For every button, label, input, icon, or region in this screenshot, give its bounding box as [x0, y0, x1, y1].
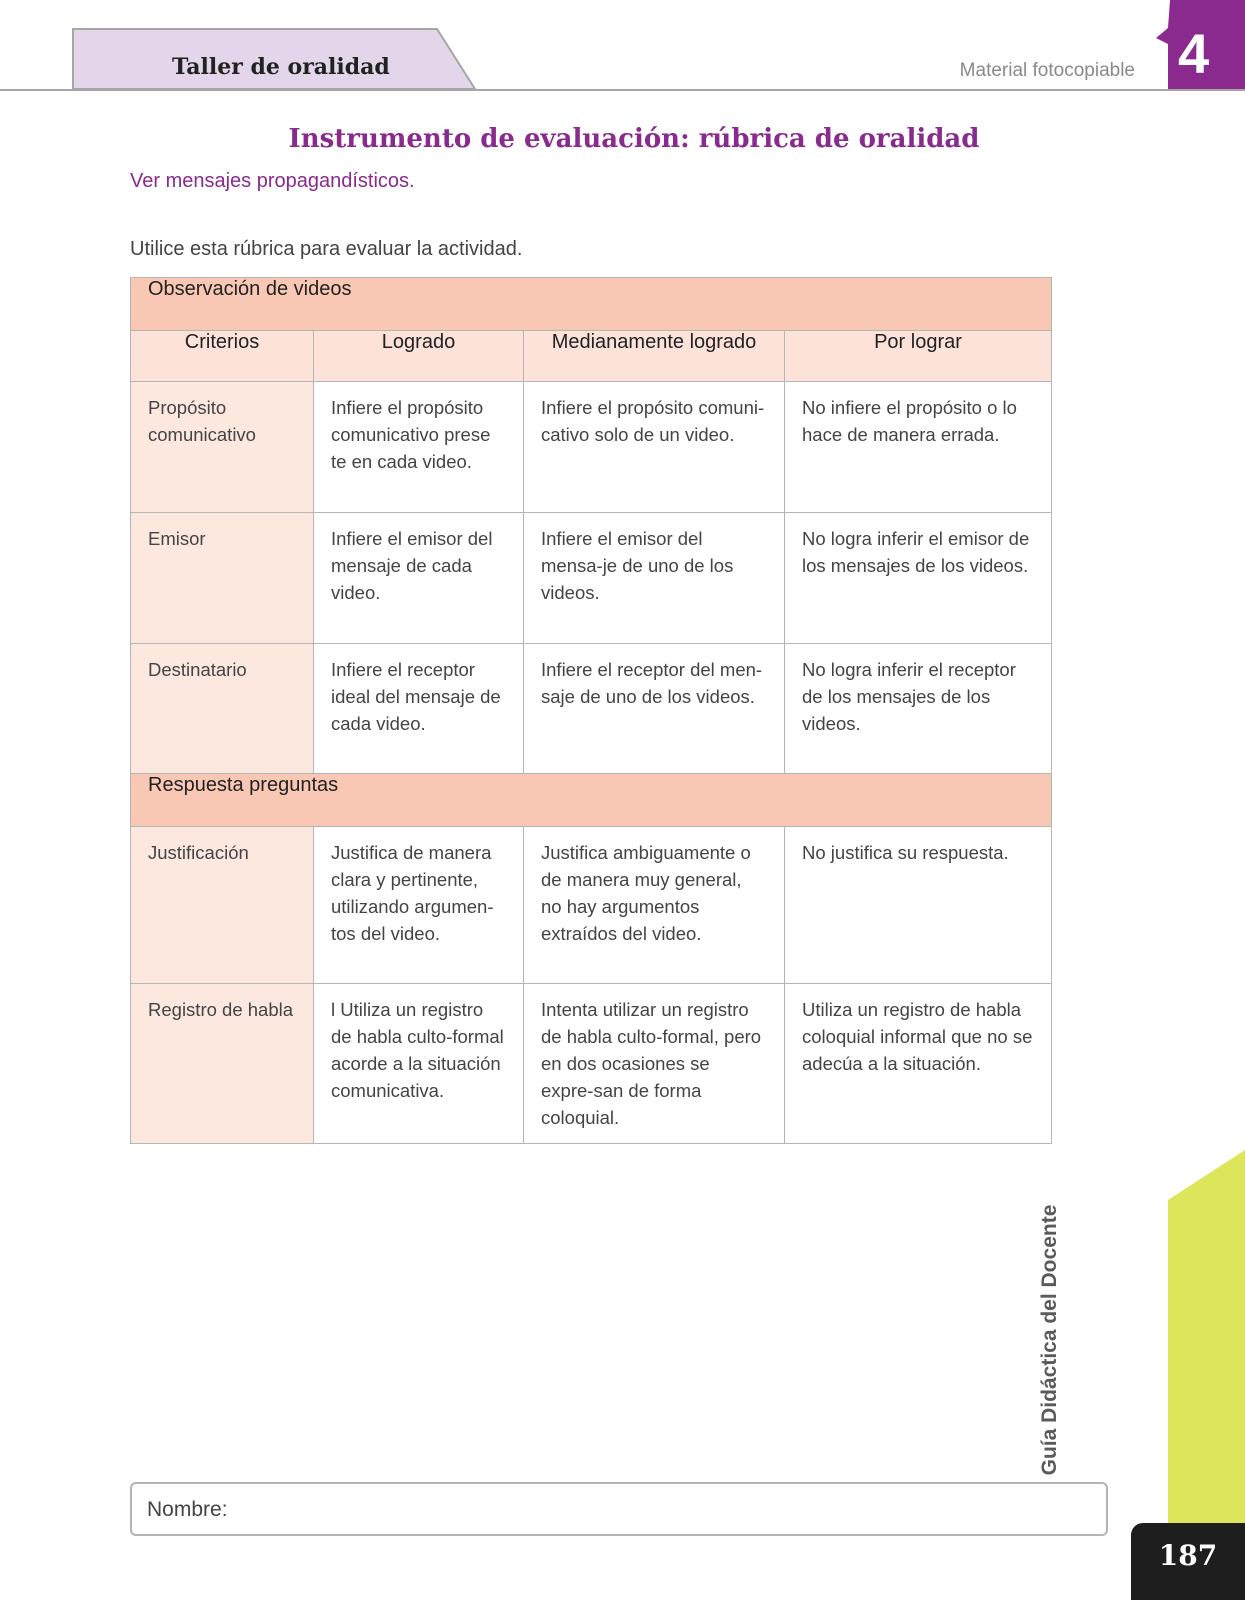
table-cell: Intenta utilizar un registro de habla culto-formal, pero en dos ocasiones se expre-san de forma coloquial.: [524, 984, 785, 1144]
table-cell: No logra inferir el receptor de los mensajes de los videos.: [785, 644, 1052, 774]
table-cell: No logra inferir el emisor de los mensajes de los videos.: [785, 513, 1052, 644]
table-row: [131, 984, 1052, 1144]
side-tab-shape: [1168, 1150, 1245, 1525]
table-cell: No infiere el propósito o lo hace de manera errada.: [785, 382, 1052, 513]
criterion-cell: Destinatario: [131, 644, 314, 774]
column-header-criterios: Criterios: [131, 331, 314, 382]
intro-text: Utilice esta rúbrica para evaluar la actividad.: [130, 238, 523, 260]
criterion-cell: Registro de habla: [131, 984, 314, 1144]
table-cell: Infiere el propósito comuni-cativo solo de un video.: [524, 382, 785, 513]
page-number-box: [1131, 1523, 1245, 1600]
table-cell: No justifica su respuesta.: [785, 827, 1052, 984]
page-title: Instrumento de evaluación: rúbrica de oralidad: [288, 124, 980, 154]
table-cell: Infiere el emisor del mensaje de cada video.: [314, 513, 524, 644]
column-header-por-lograr: Por lograr: [785, 331, 1052, 382]
table-cell: Infiere el receptor ideal del mensaje de cada video.: [314, 644, 524, 774]
section-header-preguntas: Respuesta preguntas: [131, 774, 1052, 827]
table-cell: Utiliza un registro de habla coloquial informal que no se adecúa a la situación.: [785, 984, 1052, 1144]
table-row: [131, 644, 1052, 774]
column-header-row: [131, 331, 1052, 382]
criterion-cell: Propósito comunicativo: [131, 382, 314, 513]
table-cell: Infiere el emisor del mensa-je de uno de los videos.: [524, 513, 785, 644]
name-label: Nombre:: [147, 1498, 228, 1521]
table-row: [131, 382, 1052, 513]
section-tab-label: Taller de oralidad: [172, 54, 390, 80]
section-header-row: [131, 774, 1052, 827]
page-number: 187: [1158, 1539, 1218, 1572]
table-cell: Justifica de manera clara y pertinente, utilizando argumen-tos del video.: [314, 827, 524, 984]
side-tab-label: Guía Didáctica del Docente: [1038, 1204, 1061, 1476]
table-row: [131, 827, 1052, 984]
table-cell: Infiere el propósito comunicativo prese te en cada video.: [314, 382, 524, 513]
header-rule: [0, 89, 1245, 91]
section-header-videos: Observación de videos: [131, 278, 1052, 331]
column-header-logrado: Logrado: [314, 331, 524, 382]
chapter-number: 4: [1178, 22, 1210, 85]
criterion-cell: Emisor: [131, 513, 314, 644]
criterion-cell: Justificación: [131, 827, 314, 984]
table-cell: Infiere el receptor del men-saje de uno de los videos.: [524, 644, 785, 774]
column-header-medianamente: Medianamente logrado: [524, 331, 785, 382]
photocopiable-label: Material fotocopiable: [959, 60, 1135, 81]
table-cell: Justifica ambiguamente o de manera muy general, no hay argumentos extraídos del video.: [524, 827, 785, 984]
section-header-row: [131, 278, 1052, 331]
name-field[interactable]: [130, 1482, 1108, 1536]
page-subtitle: Ver mensajes propagandísticos.: [130, 170, 415, 192]
table-row: [131, 513, 1052, 644]
table-cell: l Utiliza un registro de habla culto-formal acorde a la situación comunicativa.: [314, 984, 524, 1144]
rubric-table: [130, 277, 1052, 1144]
